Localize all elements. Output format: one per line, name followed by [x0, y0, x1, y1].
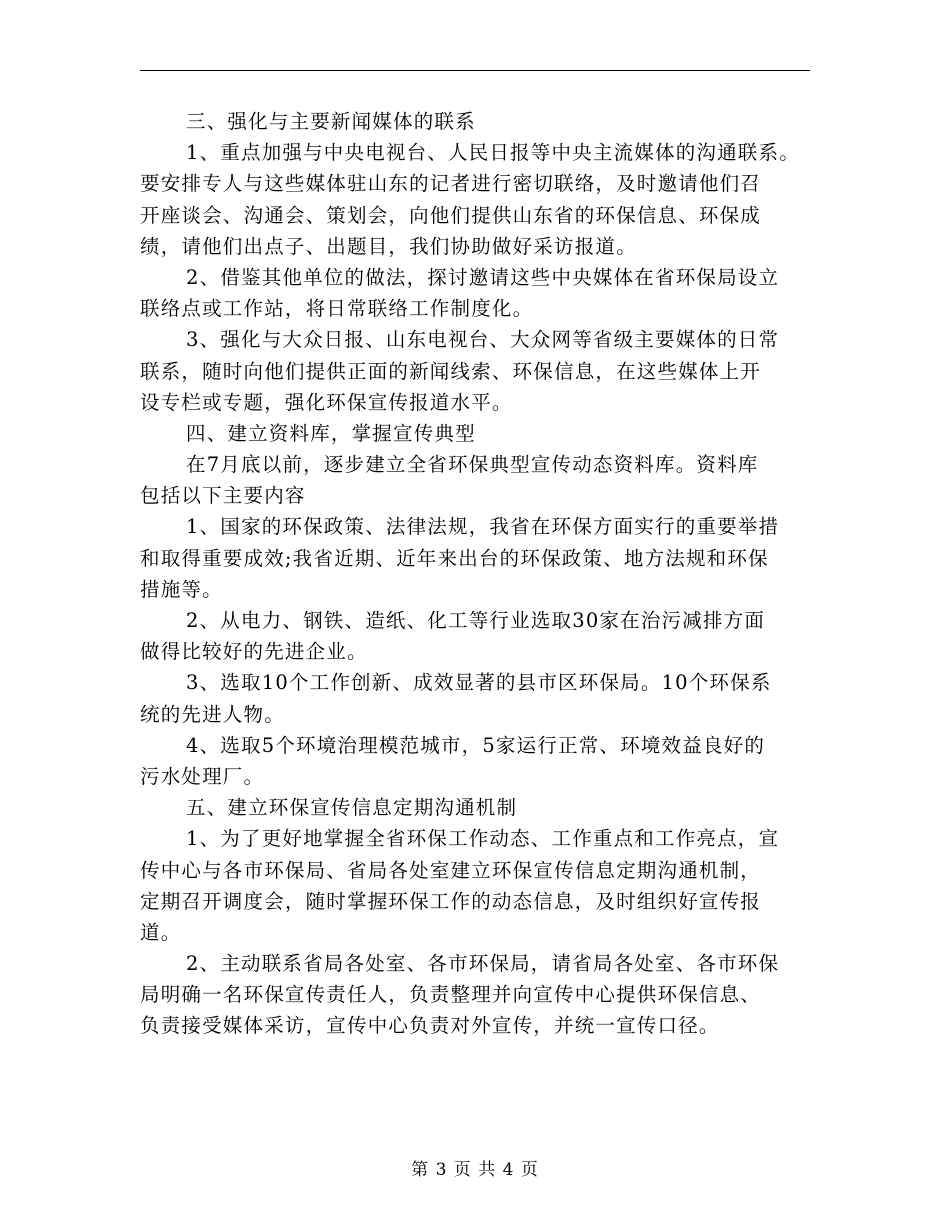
text-line: 措施等。 — [140, 577, 223, 601]
page-footer — [0, 1155, 950, 1180]
text-line: 绩，请他们出点子、出题目，我们协助做好采访报道。 — [140, 234, 637, 258]
text-line: 2、借鉴其他单位的做法，探讨邀请这些中央媒体在省环保局设立 — [186, 265, 780, 289]
text-line: 要安排专人与这些媒体驻山东的记者进行密切联络，及时邀请他们召 — [140, 172, 762, 196]
text-line: 和取得重要成效;我省近期、近年来出台的环保政策、地方法规和环保 — [140, 546, 769, 570]
text-line: 1、国家的环保政策、法律法规，我省在环保方面实行的重要举措 — [186, 515, 780, 539]
text-line: 1、为了更好地掌握全省环保工作动态、工作重点和工作亮点，宣 — [186, 827, 780, 851]
text-line: 1、重点加强与中央电视台、人民日报等中央主流媒体的沟通联系。 — [186, 141, 800, 165]
text-line: 在7月底以前，逐步建立全省环保典型宣传动态资料库。资料库 — [186, 453, 759, 477]
text-line: 3、强化与大众日报、山东电视台、大众网等省级主要媒体的日常 — [186, 328, 780, 352]
text-line: 开座谈会、沟通会、策划会，向他们提供山东省的环保信息、环保成 — [140, 203, 762, 227]
text-line: 三、强化与主要新闻媒体的联系 — [186, 110, 476, 133]
text-line: 定期召开调度会，随时掌握环保工作的动态信息，及时组织好宣传报 — [140, 889, 762, 913]
text-line: 统的先进人物。 — [140, 702, 285, 726]
document-body — [140, 106, 812, 1042]
text-line: 2、从电力、钢铁、造纸、化工等行业选取30家在治污减排方面 — [186, 609, 766, 632]
text-line: 设专栏或专题，强化环保宣传报道水平。 — [140, 390, 513, 414]
text-line: 2、主动联系省局各处室、各市环保局，请省局各处室、各市环保 — [186, 952, 780, 976]
text-line: 局明确一名环保宣传责任人，负责整理并向宣传中心提供环保信息、 — [140, 983, 762, 1007]
text-line: 3、选取10个工作创新、成效显著的县市区环保局。10个环保系 — [186, 671, 772, 695]
header-rule — [140, 70, 810, 71]
text-line: 道。 — [140, 920, 182, 944]
text-line: 联络点或工作站，将日常联络工作制度化。 — [140, 297, 534, 321]
page-number-text: 第 3 页 共 4 页 — [411, 1160, 539, 1180]
text-line: 负责接受媒体采访，宣传中心负责对外宣传，并统一宣传口径。 — [140, 1014, 720, 1038]
text-line: 五、建立环保宣传信息定期沟通机制 — [186, 796, 518, 820]
text-line: 4、选取5个环境治理模范城市，5家运行正常、环境效益良好的 — [186, 733, 766, 757]
text-line: 做得比较好的先进企业。 — [140, 640, 368, 664]
text-line: 联系，随时向他们提供正面的新闻线索、环保信息，在这些媒体上开 — [140, 359, 762, 383]
text-line: 污水处理厂。 — [140, 764, 265, 788]
text-line: 传中心与各市环保局、省局各处室建立环保宣传信息定期沟通机制， — [140, 858, 762, 882]
text-line: 包括以下主要内容 — [140, 484, 306, 508]
text-line: 四、建立资料库，掌握宣传典型 — [186, 421, 476, 445]
